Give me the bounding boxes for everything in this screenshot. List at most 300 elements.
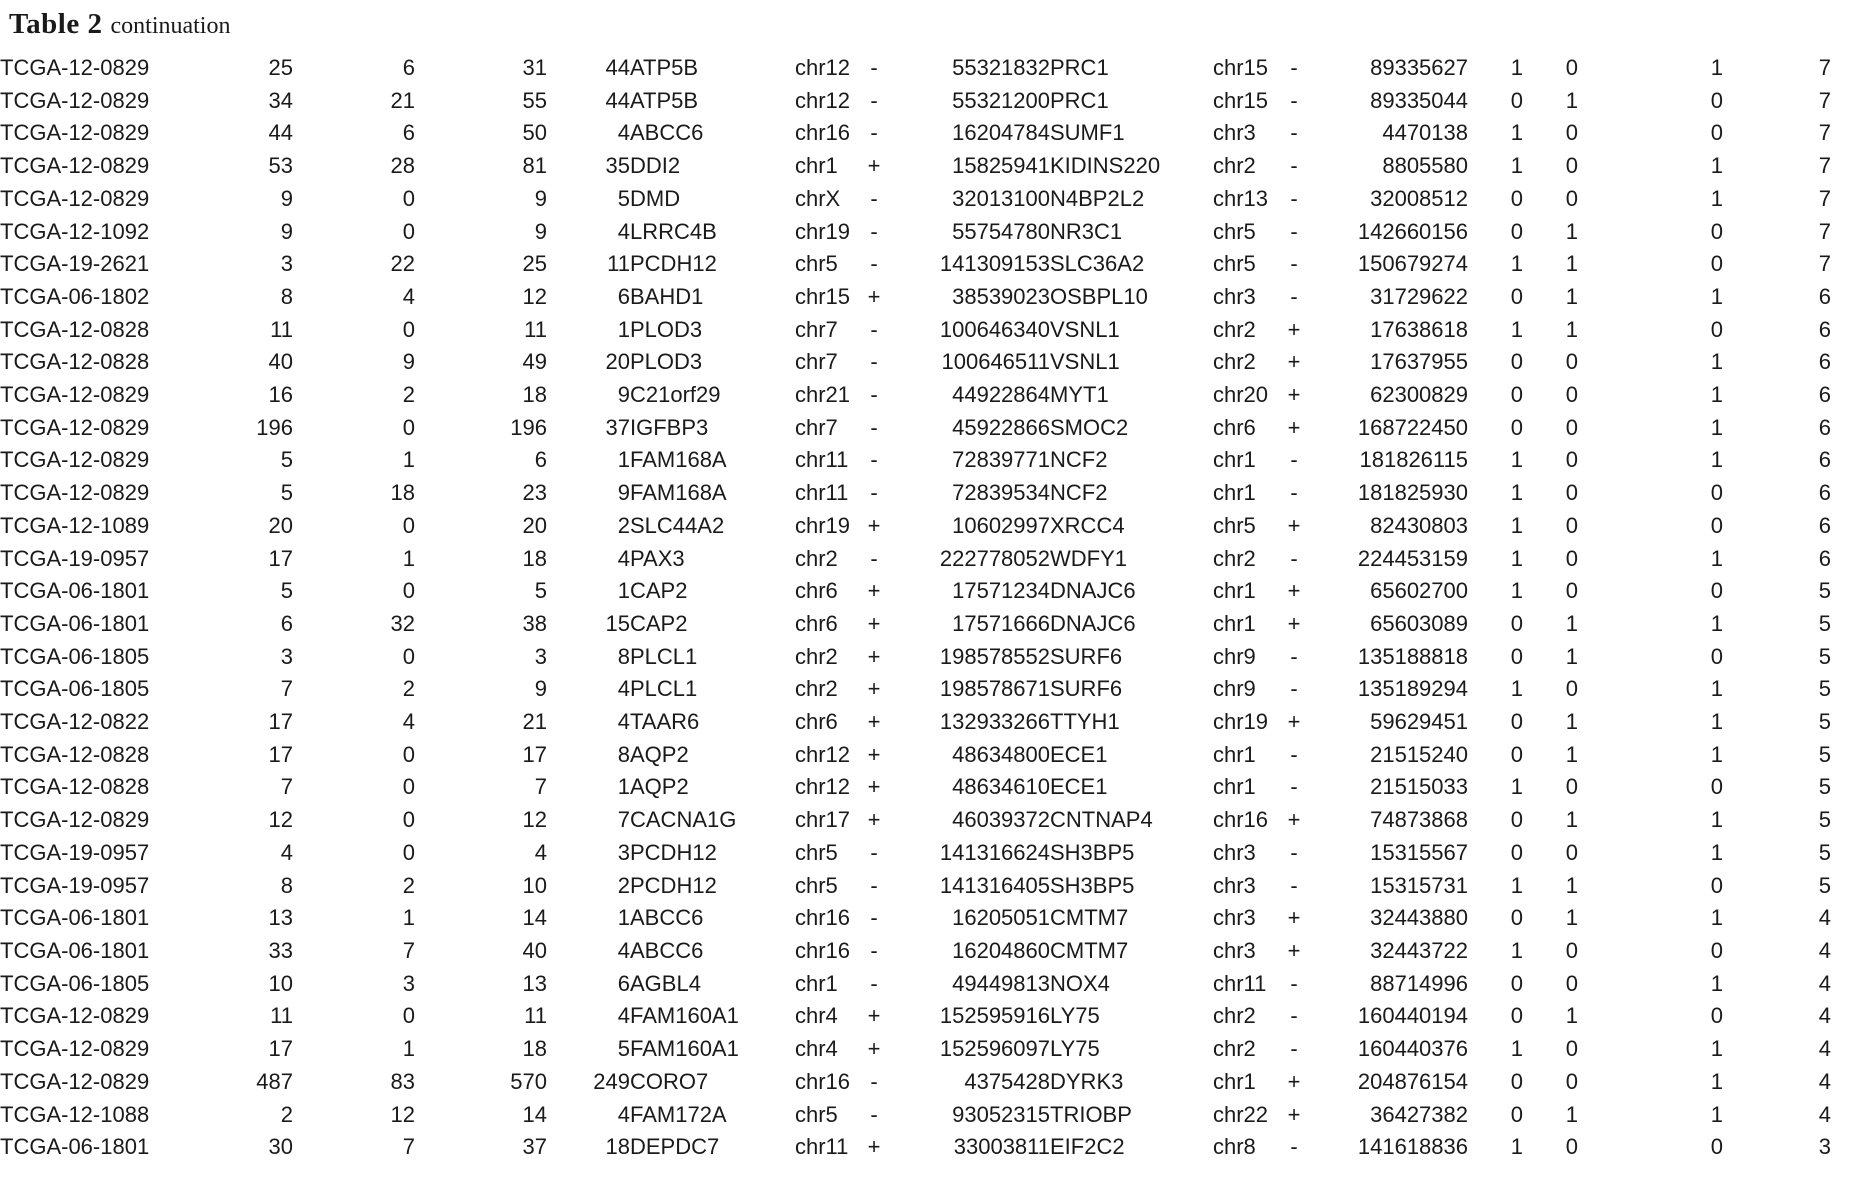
table-row — [0, 1000, 1854, 1033]
cell-gene-a: FAM160A1 — [630, 1036, 739, 1062]
cell-strand-a: - — [870, 87, 878, 113]
cell-strand-b: + — [1287, 937, 1301, 963]
cell-pos-a: 17571666 — [952, 610, 1050, 636]
cell-n1: 8 — [280, 872, 293, 898]
cell-flag-2: 1 — [1565, 283, 1578, 309]
cell-n2: 28 — [390, 153, 415, 179]
fusion-data-table — [0, 52, 1854, 1164]
cell-count: 4 — [1818, 1036, 1831, 1062]
cell-n1: 5 — [280, 447, 293, 473]
cell-count: 5 — [1818, 676, 1831, 702]
cell-pos-a: 33003811 — [953, 1134, 1050, 1160]
cell-strand-a: - — [870, 251, 878, 277]
cell-spacer — [1831, 739, 1854, 772]
cell-n3: 5 — [534, 578, 547, 604]
cell-pos-b: 17638618 — [1370, 316, 1468, 342]
cell-chr-a: chr17 — [795, 807, 851, 833]
cell-flag-2: 0 — [1565, 480, 1578, 506]
cell-spacer — [1831, 346, 1854, 379]
cell-flag-3: 0 — [1710, 316, 1723, 342]
cell-pos-b: 141618836 — [1357, 1134, 1468, 1160]
table-row — [0, 379, 1854, 412]
cell-n1: 7 — [280, 676, 293, 702]
cell-n2: 83 — [390, 1068, 415, 1094]
cell-n2: 0 — [402, 741, 415, 767]
cell-pos-b: 181826115 — [1359, 447, 1468, 473]
cell-spacer — [1831, 183, 1854, 216]
table-row — [0, 771, 1854, 804]
cell-strand-a: - — [870, 970, 878, 996]
cell-spacer — [1831, 477, 1854, 510]
cell-pos-b: 8805580 — [1382, 153, 1468, 179]
cell-n4: 2 — [617, 872, 630, 898]
cell-n3: 12 — [522, 283, 547, 309]
table-title-suffix: continuation — [110, 13, 231, 39]
cell-chr-a: chr5 — [795, 251, 838, 277]
cell-strand-a: + — [867, 1003, 881, 1029]
cell-n1: 3 — [280, 251, 293, 277]
cell-flag-1: 0 — [1510, 709, 1523, 735]
cell-n1: 30 — [268, 1134, 293, 1160]
cell-gene-a: DMD — [630, 185, 681, 211]
cell-flag-1: 1 — [1510, 578, 1523, 604]
cell-n1: 17 — [268, 545, 293, 571]
cell-gene-a: PCDH12 — [630, 839, 717, 865]
cell-flag-3: 0 — [1710, 1134, 1723, 1160]
cell-spacer — [1831, 804, 1854, 837]
cell-strand-a: - — [870, 839, 878, 865]
cell-n1: 6 — [280, 610, 293, 636]
table-row — [0, 1131, 1854, 1164]
cell-chr-b: chr3 — [1213, 283, 1256, 309]
cell-n4: 2 — [617, 512, 630, 538]
cell-count: 7 — [1818, 55, 1831, 80]
cell-pos-a: 152595916 — [939, 1003, 1050, 1029]
cell-sample-id: TCGA-12-0828 — [0, 741, 150, 767]
cell-n3: 40 — [522, 937, 547, 963]
cell-flag-3: 1 — [1710, 807, 1723, 833]
cell-n4: 4 — [617, 218, 630, 244]
cell-flag-1: 1 — [1510, 872, 1523, 898]
cell-flag-1: 0 — [1510, 610, 1523, 636]
cell-flag-1: 0 — [1510, 185, 1523, 211]
cell-count: 5 — [1818, 709, 1831, 735]
cell-n4: 11 — [607, 251, 630, 277]
cell-n1: 11 — [270, 1003, 293, 1029]
cell-chr-b: chr3 — [1213, 905, 1256, 931]
cell-n3: 18 — [522, 545, 547, 571]
cell-strand-a: + — [867, 774, 881, 800]
cell-flag-1: 1 — [1510, 937, 1523, 963]
cell-n4: 44 — [605, 55, 630, 80]
cell-strand-b: + — [1287, 578, 1301, 604]
cell-n3: 20 — [522, 512, 547, 538]
cell-gene-b: NCF2 — [1050, 480, 1108, 506]
cell-n4: 4 — [617, 545, 630, 571]
cell-chr-b: chr1 — [1213, 480, 1256, 506]
cell-gene-a: PLCL1 — [630, 643, 698, 669]
cell-pos-b: 74873868 — [1370, 807, 1468, 833]
cell-pos-a: 100646511 — [941, 349, 1050, 375]
cell-chr-a: chr5 — [795, 872, 838, 898]
cell-chr-a: chr7 — [795, 316, 838, 342]
cell-n2: 6 — [402, 55, 415, 80]
cell-flag-3: 1 — [1710, 382, 1723, 408]
cell-gene-a: ATP5B — [630, 87, 699, 113]
cell-n2: 21 — [390, 87, 415, 113]
cell-n4: 35 — [605, 153, 630, 179]
cell-strand-b: - — [1290, 480, 1298, 506]
cell-n4: 6 — [617, 283, 630, 309]
cell-n3: 38 — [522, 610, 547, 636]
cell-n2: 3 — [402, 970, 415, 996]
cell-flag-2: 0 — [1565, 774, 1578, 800]
cell-chr-b: chr1 — [1213, 1068, 1256, 1094]
cell-chr-b: chr9 — [1213, 676, 1256, 702]
cell-n3: 18 — [522, 382, 547, 408]
table-row — [0, 412, 1854, 445]
cell-n1: 10 — [268, 970, 293, 996]
cell-flag-2: 1 — [1565, 709, 1578, 735]
cell-n2: 7 — [402, 1134, 415, 1160]
cell-gene-b: KIDINS220 — [1050, 153, 1161, 179]
cell-flag-2: 1 — [1565, 643, 1578, 669]
cell-gene-a: CORO7 — [630, 1068, 709, 1094]
cell-strand-b: - — [1290, 1003, 1298, 1029]
cell-pos-a: 44922864 — [952, 382, 1050, 408]
cell-flag-1: 0 — [1510, 839, 1523, 865]
cell-pos-a: 16204860 — [952, 937, 1050, 963]
cell-pos-a: 222778052 — [939, 545, 1050, 571]
cell-chr-b: chr2 — [1213, 545, 1256, 571]
cell-strand-a: - — [870, 382, 878, 408]
cell-spacer — [1831, 281, 1854, 314]
cell-sample-id: TCGA-12-0828 — [0, 316, 150, 342]
cell-count: 7 — [1818, 185, 1831, 211]
cell-count: 6 — [1818, 283, 1831, 309]
table-row — [0, 1066, 1854, 1099]
cell-flag-1: 0 — [1510, 970, 1523, 996]
cell-count: 7 — [1818, 120, 1831, 146]
cell-flag-1: 0 — [1510, 741, 1523, 767]
cell-strand-b: + — [1287, 610, 1301, 636]
cell-pos-a: 45922866 — [952, 414, 1050, 440]
cell-chr-b: chr19 — [1213, 709, 1269, 735]
cell-strand-b: - — [1290, 283, 1298, 309]
cell-flag-3: 0 — [1710, 512, 1723, 538]
cell-flag-1: 0 — [1510, 87, 1523, 113]
cell-strand-b: + — [1287, 316, 1301, 342]
cell-chr-b: chr9 — [1213, 643, 1256, 669]
cell-pos-b: 4470138 — [1382, 120, 1468, 146]
cell-n1: 4 — [280, 839, 293, 865]
cell-chr-b: chr8 — [1213, 1134, 1256, 1160]
cell-pos-b: 168722450 — [1357, 414, 1468, 440]
cell-spacer — [1831, 575, 1854, 608]
cell-strand-a: - — [870, 185, 878, 211]
cell-spacer — [1831, 1033, 1854, 1066]
cell-strand-b: - — [1290, 545, 1298, 571]
cell-chr-a: chr7 — [795, 414, 838, 440]
cell-n1: 13 — [268, 905, 293, 931]
cell-pos-b: 32443880 — [1370, 905, 1468, 931]
cell-count: 6 — [1818, 447, 1831, 473]
cell-strand-b: - — [1290, 120, 1298, 146]
cell-flag-2: 0 — [1565, 1134, 1578, 1160]
cell-chr-a: chr7 — [795, 349, 838, 375]
cell-spacer — [1831, 1099, 1854, 1132]
cell-gene-a: AGBL4 — [630, 970, 701, 996]
cell-n1: 3 — [280, 643, 293, 669]
cell-chr-a: chr15 — [795, 283, 851, 309]
table-row — [0, 641, 1854, 674]
cell-count: 6 — [1818, 349, 1831, 375]
cell-count: 4 — [1818, 905, 1831, 931]
cell-n3: 6 — [534, 447, 547, 473]
cell-gene-a: CACNA1G — [630, 807, 737, 833]
cell-flag-3: 1 — [1710, 970, 1723, 996]
cell-n1: 487 — [256, 1068, 293, 1094]
cell-count: 5 — [1818, 807, 1831, 833]
cell-strand-a: - — [870, 55, 878, 80]
cell-n1: 40 — [268, 349, 293, 375]
cell-sample-id: TCGA-06-1801 — [0, 1134, 150, 1160]
cell-gene-a: ATP5B — [630, 55, 699, 80]
cell-gene-b: NCF2 — [1050, 447, 1108, 473]
cell-pos-a: 10602997 — [952, 512, 1050, 538]
cell-strand-b: - — [1290, 185, 1298, 211]
cell-n4: 1 — [617, 774, 630, 800]
cell-strand-b: - — [1290, 741, 1298, 767]
cell-n2: 0 — [402, 578, 415, 604]
table-row — [0, 870, 1854, 903]
cell-gene-a: PLOD3 — [630, 316, 703, 342]
cell-pos-b: 62300829 — [1370, 382, 1468, 408]
cell-chr-b: chr2 — [1213, 1003, 1256, 1029]
table-row — [0, 477, 1854, 510]
cell-pos-b: 21515240 — [1370, 741, 1468, 767]
cell-n2: 2 — [402, 872, 415, 898]
cell-pos-b: 82430803 — [1370, 512, 1468, 538]
cell-n2: 0 — [402, 316, 415, 342]
cell-sample-id: TCGA-12-1092 — [0, 218, 150, 244]
cell-strand-b: - — [1290, 218, 1298, 244]
cell-chr-a: chr11 — [795, 447, 849, 473]
cell-flag-3: 1 — [1710, 414, 1723, 440]
cell-strand-a: - — [870, 414, 878, 440]
cell-strand-a: - — [870, 872, 878, 898]
cell-chr-b: chr15 — [1213, 55, 1269, 80]
cell-pos-a: 32013100 — [952, 185, 1050, 211]
cell-spacer — [1831, 444, 1854, 477]
cell-pos-a: 152596097 — [939, 1036, 1050, 1062]
cell-count: 7 — [1818, 218, 1831, 244]
table-row — [0, 216, 1854, 249]
table-row — [0, 281, 1854, 314]
cell-pos-b: 59629451 — [1370, 709, 1468, 735]
cell-sample-id: TCGA-06-1801 — [0, 937, 150, 963]
cell-chr-a: chr19 — [795, 218, 851, 244]
cell-flag-3: 1 — [1710, 709, 1723, 735]
cell-chr-b: chr3 — [1213, 872, 1256, 898]
cell-flag-3: 0 — [1710, 87, 1723, 113]
cell-count: 4 — [1818, 937, 1831, 963]
cell-flag-1: 0 — [1510, 905, 1523, 931]
cell-count: 6 — [1818, 545, 1831, 571]
cell-strand-a: - — [870, 1101, 878, 1127]
cell-spacer — [1831, 935, 1854, 968]
cell-n2: 2 — [402, 676, 415, 702]
cell-n4: 4 — [617, 937, 630, 963]
cell-n2: 7 — [402, 937, 415, 963]
cell-strand-a: + — [867, 610, 881, 636]
cell-chr-b: chr6 — [1213, 414, 1256, 440]
cell-chr-b: chr1 — [1213, 741, 1256, 767]
cell-n3: 9 — [534, 218, 547, 244]
cell-sample-id: TCGA-12-0829 — [0, 382, 150, 408]
cell-chr-b: chr2 — [1213, 316, 1256, 342]
cell-pos-b: 135189294 — [1357, 676, 1468, 702]
cell-gene-b: SLC36A2 — [1050, 251, 1145, 277]
cell-pos-b: 160440194 — [1357, 1003, 1468, 1029]
cell-n4: 37 — [605, 414, 630, 440]
cell-flag-1: 0 — [1510, 283, 1523, 309]
cell-chr-a: chr2 — [795, 643, 838, 669]
cell-spacer — [1831, 608, 1854, 641]
cell-flag-3: 1 — [1710, 185, 1723, 211]
table-title-label: Table 2 — [9, 8, 103, 40]
cell-sample-id: TCGA-12-0829 — [0, 447, 150, 473]
cell-count: 3 — [1818, 1134, 1831, 1160]
cell-strand-a: + — [867, 676, 881, 702]
cell-chr-a: chr6 — [795, 610, 838, 636]
cell-sample-id: TCGA-06-1801 — [0, 578, 150, 604]
table-row — [0, 117, 1854, 150]
cell-gene-b: TRIOBP — [1050, 1101, 1132, 1127]
cell-flag-1: 1 — [1510, 251, 1523, 277]
cell-gene-b: WDFY1 — [1050, 545, 1127, 571]
cell-n4: 18 — [605, 1134, 630, 1160]
cell-chr-b: chr5 — [1213, 218, 1256, 244]
cell-flag-3: 0 — [1710, 872, 1723, 898]
cell-n2: 1 — [402, 905, 415, 931]
cell-chr-a: chr2 — [795, 545, 838, 571]
cell-spacer — [1831, 248, 1854, 281]
cell-count: 5 — [1818, 839, 1831, 865]
cell-strand-a: - — [870, 447, 878, 473]
cell-chr-a: chr11 — [795, 480, 849, 506]
cell-chr-a: chr12 — [795, 741, 851, 767]
cell-count: 6 — [1818, 382, 1831, 408]
table-row — [0, 739, 1854, 772]
cell-strand-b: + — [1287, 905, 1301, 931]
cell-n1: 16 — [268, 382, 293, 408]
cell-chr-b: chr2 — [1213, 153, 1256, 179]
cell-flag-3: 1 — [1710, 741, 1723, 767]
cell-gene-b: EIF2C2 — [1050, 1134, 1125, 1160]
cell-n2: 2 — [402, 382, 415, 408]
cell-spacer — [1831, 510, 1854, 543]
cell-flag-2: 0 — [1565, 153, 1578, 179]
cell-n4: 1 — [617, 447, 630, 473]
cell-pos-a: 17571234 — [952, 578, 1050, 604]
cell-gene-a: ABCC6 — [630, 120, 704, 146]
cell-sample-id: TCGA-12-0829 — [0, 87, 150, 113]
cell-n2: 32 — [390, 610, 415, 636]
cell-n2: 12 — [390, 1101, 415, 1127]
cell-n4: 1 — [617, 905, 630, 931]
cell-flag-2: 0 — [1565, 970, 1578, 996]
cell-n4: 8 — [617, 643, 630, 669]
cell-gene-b: SURF6 — [1050, 643, 1123, 669]
cell-flag-2: 1 — [1565, 316, 1578, 342]
cell-sample-id: TCGA-12-0829 — [0, 807, 150, 833]
table-row — [0, 1099, 1854, 1132]
cell-chr-a: chr4 — [795, 1003, 838, 1029]
cell-gene-b: PRC1 — [1050, 55, 1109, 80]
cell-pos-a: 72839771 — [952, 447, 1050, 473]
cell-chr-b: chr2 — [1213, 349, 1256, 375]
cell-n2: 1 — [402, 447, 415, 473]
cell-flag-2: 1 — [1565, 807, 1578, 833]
cell-flag-3: 0 — [1710, 578, 1723, 604]
cell-n4: 15 — [605, 610, 630, 636]
cell-n4: 249 — [593, 1068, 630, 1094]
cell-chr-b: chr20 — [1213, 382, 1269, 408]
cell-n1: 17 — [268, 741, 293, 767]
cell-chr-a: chr1 — [795, 970, 838, 996]
table-row — [0, 804, 1854, 837]
cell-chr-b: chr3 — [1213, 937, 1256, 963]
cell-pos-a: 48634800 — [952, 741, 1050, 767]
cell-pos-a: 15825941 — [952, 153, 1050, 179]
cell-gene-a: PCDH12 — [630, 251, 717, 277]
cell-gene-b: SUMF1 — [1050, 120, 1125, 146]
cell-chr-b: chr2 — [1213, 1036, 1256, 1062]
cell-pos-b: 160440376 — [1357, 1036, 1468, 1062]
cell-count: 5 — [1818, 741, 1831, 767]
cell-spacer — [1831, 870, 1854, 903]
cell-strand-b: - — [1290, 55, 1298, 80]
cell-gene-a: PLOD3 — [630, 349, 703, 375]
table-row — [0, 543, 1854, 576]
cell-n4: 4 — [617, 709, 630, 735]
cell-n3: 11 — [524, 1003, 547, 1029]
cell-n4: 8 — [617, 741, 630, 767]
cell-gene-a: BAHD1 — [630, 283, 704, 309]
cell-spacer — [1831, 543, 1854, 576]
cell-chr-b: chr5 — [1213, 512, 1256, 538]
cell-chr-a: chr5 — [795, 839, 838, 865]
cell-gene-a: FAM160A1 — [630, 1003, 739, 1029]
cell-n2: 0 — [402, 1003, 415, 1029]
cell-pos-a: 198578552 — [939, 643, 1050, 669]
cell-strand-a: + — [867, 643, 881, 669]
cell-n1: 17 — [268, 1036, 293, 1062]
cell-strand-b: + — [1287, 382, 1301, 408]
cell-sample-id: TCGA-12-0829 — [0, 414, 150, 440]
table-row — [0, 968, 1854, 1001]
cell-n1: 9 — [280, 185, 293, 211]
cell-flag-3: 0 — [1710, 937, 1723, 963]
cell-strand-a: + — [867, 741, 881, 767]
cell-chr-a: chr16 — [795, 1068, 851, 1094]
cell-flag-1: 1 — [1510, 1134, 1523, 1160]
cell-n2: 4 — [402, 283, 415, 309]
cell-n3: 3 — [534, 643, 547, 669]
cell-sample-id: TCGA-12-0829 — [0, 153, 150, 179]
cell-chr-a: chr6 — [795, 709, 838, 735]
